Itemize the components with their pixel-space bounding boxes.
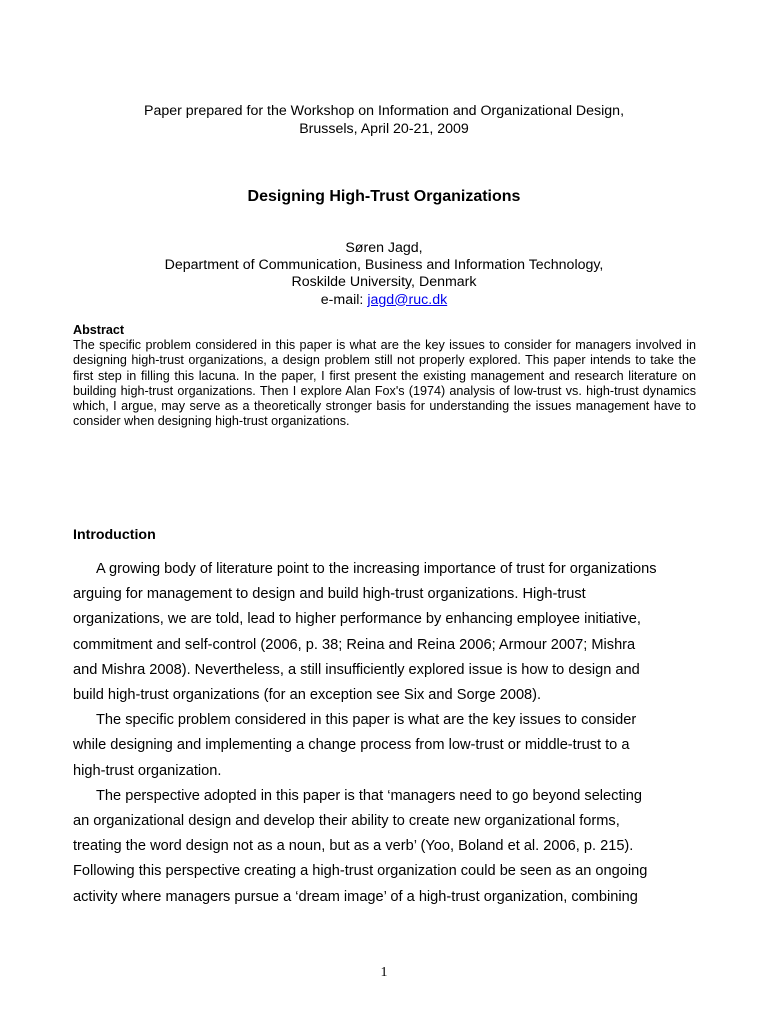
paragraph [73,557,696,708]
text-line: The specific problem considered in this paper is what are the key issues to consider [96,712,637,729]
author-email-line [0,292,768,309]
author-block [0,240,768,309]
author-name: Søren Jagd, [345,240,423,256]
introduction-body [73,557,696,910]
page-number: 1 [380,965,388,980]
email-link[interactable]: jagd@ruc.dk [367,291,448,308]
author-institution: Roskilde University, Denmark [291,274,477,291]
text-line: A growing body of literature point to the increasing importance of trust for organizations [96,561,657,577]
text-line: Following this perspective creating a high-trust organization could be seen as an ongoing [73,863,648,880]
email-label: e-mail: [320,291,368,308]
text-line: organizations, we are told, lead to higher performance by enhancing employee initiative, [73,611,641,628]
text-line: commitment and self-control (2006, p. 38; Reina and Reina 2006; Armour 2007; Mishra [73,636,636,653]
text-line: high-trust organization. [73,762,222,779]
text-line: arguing for management to design and build high-trust organizations. High-trust [73,586,586,603]
text-line: treating the word design not as a noun, but as a verb’ (Yoo, Boland et al. 2006, p. 215). [73,838,634,855]
text-line: an organizational design and develop their ability to create new organizational forms, [73,813,620,830]
author-department: Department of Communication, Business and Information Technology, [164,257,604,274]
abstract-heading: Abstract [73,323,125,337]
text-line: while designing and implementing a change process from low-trust or middle-trust to a [73,737,630,754]
paragraph [73,784,696,910]
workshop-note [0,102,768,138]
abstract-section [73,323,696,429]
text-line: build high-trust organizations (for an exception see Six and Sorge 2008). [73,687,542,704]
abstract-text: The specific problem considered in this paper is what are the key issues to consider for managers involved in designing high-trust organizations, a design problem still not properly explored. This paper intends to take the first step in filling this lacuna. In the paper, I first present the existing management and research literature on building high-trust organizations. Then I explore Alan Fox's (1974) analysis of low-trust vs. high-trust dynamics which, I argue, may serve as a theoretically stronger basis for understanding the issues management have to consider when designing high-trust organizations. [73,338,696,429]
paragraph [73,708,696,784]
text-line: The perspective adopted in this paper is that ‘managers need to go beyond selecting [96,787,642,804]
text-line: and Mishra 2008). Nevertheless, a still insufficiently explored issue is how to design and [73,661,640,678]
workshop-note-line-2: Brussels, April 20-21, 2009 [299,121,469,137]
introduction-heading: Introduction [73,527,156,543]
text-line: activity where managers pursue a ‘dream image’ of a high-trust organization, combining [73,888,638,905]
workshop-note-line-1: Paper prepared for the Workshop on Information and Organizational Design, [143,103,625,119]
paper-title: Designing High-Trust Organizations [247,188,521,205]
